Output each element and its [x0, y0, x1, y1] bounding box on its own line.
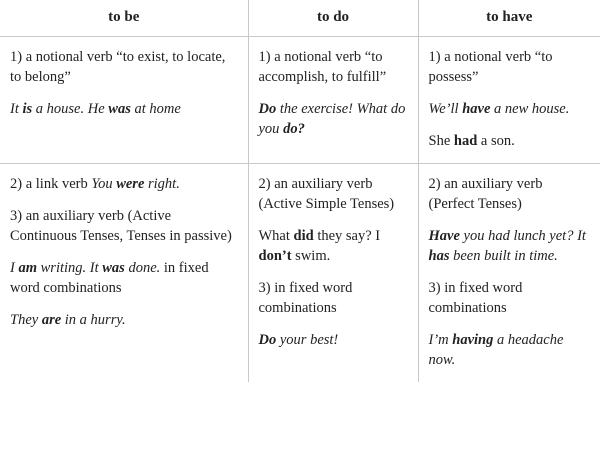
text-segment: a new house.	[490, 101, 570, 117]
text-segment: writing. It	[37, 260, 103, 276]
cell-paragraph	[259, 174, 408, 214]
text-segment: It	[10, 101, 23, 117]
text-segment: 2) an auxiliary verb (Active Simple Tenses)	[258, 176, 395, 212]
cell-paragraph	[259, 99, 408, 139]
table-row	[0, 37, 600, 164]
table-body	[0, 37, 600, 383]
text-segment: the exercise! What do you	[258, 101, 406, 137]
text-segment: were	[116, 176, 145, 192]
text-segment: I’m	[428, 332, 453, 348]
cell-paragraph	[259, 330, 408, 350]
column-header-to-be: to be	[0, 0, 248, 37]
cell-paragraph	[10, 206, 238, 246]
table-cell-to-have-1	[418, 37, 600, 164]
cell-paragraph	[429, 174, 591, 214]
table-cell-to-do-2	[248, 164, 418, 383]
cell-paragraph	[259, 47, 408, 87]
text-segment: Have	[428, 228, 460, 244]
text-segment: in a hurry.	[61, 312, 126, 328]
cell-paragraph	[10, 310, 238, 330]
text-segment: has	[428, 248, 450, 264]
text-segment: You	[91, 176, 117, 192]
text-segment: been built in time.	[449, 248, 558, 264]
text-segment: 2) a link verb	[10, 176, 92, 192]
text-segment: am	[18, 260, 37, 276]
table-cell-to-be-2	[0, 164, 248, 383]
cell-paragraph	[429, 278, 591, 318]
text-segment: they say? I	[313, 228, 381, 244]
text-segment: was	[102, 260, 125, 276]
text-segment: a headache now.	[428, 332, 564, 368]
text-segment: your best!	[276, 332, 339, 348]
cell-paragraph	[10, 258, 238, 298]
text-segment: 3) an auxiliary verb (Active Continuous Tenses, Tenses in passive)	[10, 208, 232, 244]
table-cell-to-be-1	[0, 37, 248, 164]
table-row	[0, 164, 600, 383]
text-segment: I	[10, 260, 19, 276]
cell-paragraph	[10, 174, 238, 194]
cell-paragraph	[259, 226, 408, 266]
cell-paragraph	[10, 47, 238, 87]
text-segment: She	[428, 133, 454, 149]
text-segment: 1) a notional verb “to accomplish, to fulfill”	[258, 49, 387, 85]
cell-paragraph	[429, 99, 591, 119]
text-segment: are	[41, 312, 62, 328]
text-segment: Do	[258, 101, 277, 117]
cell-paragraph	[429, 47, 591, 87]
text-segment: don’t	[258, 248, 292, 264]
text-segment: have	[462, 101, 491, 117]
text-segment: We’ll	[428, 101, 463, 117]
text-segment: do?	[283, 121, 305, 137]
text-segment: at home	[130, 101, 181, 117]
text-segment: you had lunch yet? It	[459, 228, 586, 244]
table-cell-to-do-1	[248, 37, 418, 164]
text-segment: did	[293, 228, 314, 244]
text-segment: 1) a notional verb “to exist, to locate, to belong”	[10, 49, 226, 85]
table-cell-to-have-2	[418, 164, 600, 383]
text-segment: swim.	[291, 248, 331, 264]
text-segment: a house. He	[32, 101, 109, 117]
text-segment: 1) a notional verb “to possess”	[428, 49, 553, 85]
cell-paragraph	[429, 330, 591, 370]
cell-paragraph	[10, 99, 238, 119]
text-segment: 2) an auxiliary verb (Perfect Tenses)	[428, 176, 543, 212]
text-segment: a son.	[477, 133, 515, 149]
cell-paragraph	[429, 131, 591, 151]
text-segment: had	[453, 133, 478, 149]
cell-paragraph	[259, 278, 408, 318]
text-segment: Do	[258, 332, 277, 348]
table-header	[0, 0, 600, 37]
text-segment: was	[108, 101, 131, 117]
text-segment: having	[452, 332, 494, 348]
text-segment: 3) in fixed word combinations	[258, 280, 353, 316]
text-segment: is	[22, 101, 33, 117]
text-segment: done.	[124, 260, 161, 276]
cell-paragraph	[429, 226, 591, 266]
text-segment: 3) in fixed word combinations	[428, 280, 523, 316]
column-header-to-do: to do	[248, 0, 418, 37]
column-header-to-have: to have	[418, 0, 600, 37]
text-segment: right.	[144, 176, 180, 192]
text-segment: They	[10, 312, 42, 328]
text-segment: in fixed word combinations	[10, 260, 209, 296]
table-header-row	[0, 0, 600, 37]
text-segment: What	[258, 228, 294, 244]
